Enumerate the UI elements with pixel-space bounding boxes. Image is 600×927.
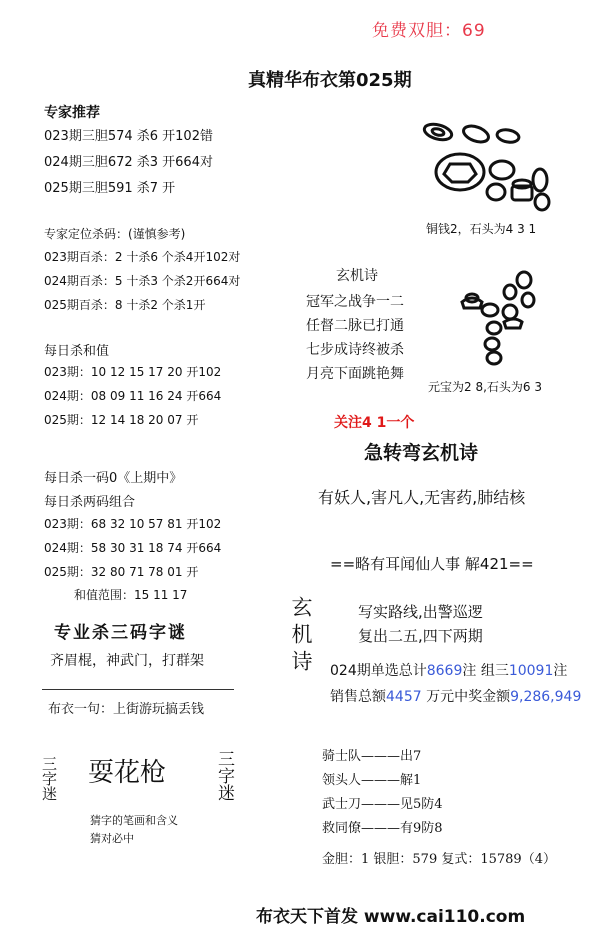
position-kill-line: 024期百杀：5 十杀3 个杀2开664对	[44, 274, 241, 288]
knight-line: 领头人———解1	[322, 773, 422, 788]
sum-kill-list	[44, 360, 221, 432]
sales-line-2	[330, 686, 581, 706]
follow-note: 关注4 1一个	[334, 415, 415, 431]
poem-line: 任督二脉已打通	[306, 318, 404, 334]
ingot-stones-sketch-icon	[454, 270, 544, 368]
free-pair-banner: 免费双胆：69	[372, 21, 486, 41]
single-total-value: 8669	[426, 663, 463, 679]
expert-line: 025期三胆591 杀7 开	[44, 181, 176, 196]
expert-line: 023期三胆574 杀6 开102错	[44, 129, 213, 144]
riddle-hint-2: 猜对必中	[90, 832, 134, 845]
expert-heading: 专家推荐	[44, 105, 100, 121]
sum-kill-heading: 每日杀和值	[44, 344, 110, 359]
immortal-line: ==略有耳闻仙人事 解421==	[330, 555, 534, 573]
sales-label: 销售总额	[330, 689, 386, 705]
two-code-list	[44, 512, 221, 584]
sales-label: 024期单选总计	[330, 663, 427, 679]
page-title: 真精华布衣第025期	[248, 70, 412, 91]
sum-kill-line: 023期：10 12 15 17 20 开102	[44, 365, 222, 379]
riddle-label-left: 三字迷	[40, 756, 58, 801]
xjs-line: 写实路线,出警巡逻	[358, 603, 483, 621]
sum-kill-line: 025期：12 14 18 20 07 开	[44, 413, 199, 427]
knight-line: 骑士队———出7	[322, 749, 422, 764]
poem-line: 冠军之战争一二	[306, 294, 404, 310]
knight-line: 武士刀———见5防4	[322, 797, 443, 812]
one-code-kill: 每日杀一码0《上期中》	[44, 471, 183, 486]
coins-caption: 铜钱2，石头为4 3 1	[426, 222, 537, 236]
two-code-line: 025期：32 80 71 78 01 开	[44, 565, 199, 579]
xuanji-poem	[306, 290, 404, 386]
riddle-hint-1: 猜字的笔画和含义	[90, 814, 178, 827]
poem-line: 七步成诗终被杀	[306, 342, 404, 358]
sales-total-value: 4457	[386, 689, 422, 705]
position-kill-list	[44, 245, 240, 317]
two-code-line: 024期：58 30 31 18 74 开664	[44, 541, 222, 555]
jizhuan-text: 有妖人,害凡人,无害药,肺结核	[318, 488, 526, 507]
group-three-value: 10091	[508, 663, 554, 679]
sales-label: 注	[553, 663, 568, 679]
gold-silver-line: 金胆：1 银胆：579 复式：15789（4）	[322, 852, 556, 867]
sales-line-1	[330, 660, 567, 680]
pro-riddle-text: 齐眉棍，神武门，打群架	[50, 653, 204, 669]
divider-line	[42, 689, 234, 690]
expert-line: 024期三胆672 杀3 开664对	[44, 155, 213, 170]
position-kill-line: 023期百杀：2 十杀6 个杀4开102对	[44, 250, 241, 264]
pro-riddle-title: 专业杀三码字谜	[54, 623, 187, 643]
poem-line: 月亮下面跳艳舞	[306, 366, 404, 382]
footer-site: 布衣天下首发 www.cai110.com	[256, 907, 526, 927]
knight-line: 救同僚———有9防8	[322, 821, 443, 836]
two-code-heading: 每日杀两码组合	[44, 495, 136, 510]
coins-stones-sketch-icon	[418, 118, 558, 213]
buyi-sentence: 布衣一句：上街游玩搞丢钱	[48, 702, 205, 717]
knights-list	[322, 745, 443, 841]
xuanji-heading: 玄机诗	[336, 268, 378, 284]
position-kill-line: 025期百杀：8 十杀2 个杀1开	[44, 298, 206, 312]
sum-kill-line: 024期：08 09 11 16 24 开664	[44, 389, 222, 403]
riddle-main: 耍花枪	[88, 758, 167, 788]
riddle-label-right: 三字迷	[214, 750, 234, 801]
ingot-caption: 元宝为2 8,石头为6 3	[428, 380, 542, 394]
two-code-line: 023期：68 32 10 57 81 开102	[44, 517, 222, 531]
expert-list	[44, 124, 213, 202]
xjs-lines	[358, 600, 483, 648]
xjs-line: 复出二五,四下两期	[358, 627, 483, 645]
prize-amount-value: 9,286,949	[510, 689, 582, 705]
sales-label: 万元中奖金额	[421, 689, 511, 705]
jizhuan-title: 急转弯玄机诗	[364, 442, 479, 464]
xjs-vertical-label: 玄机诗	[289, 596, 313, 677]
sum-range: 和值范围：15 11 17	[74, 588, 188, 602]
sales-label: 注 组三	[462, 663, 509, 679]
position-kill-heading: 专家定位杀码：(谨慎参考)	[44, 227, 186, 241]
